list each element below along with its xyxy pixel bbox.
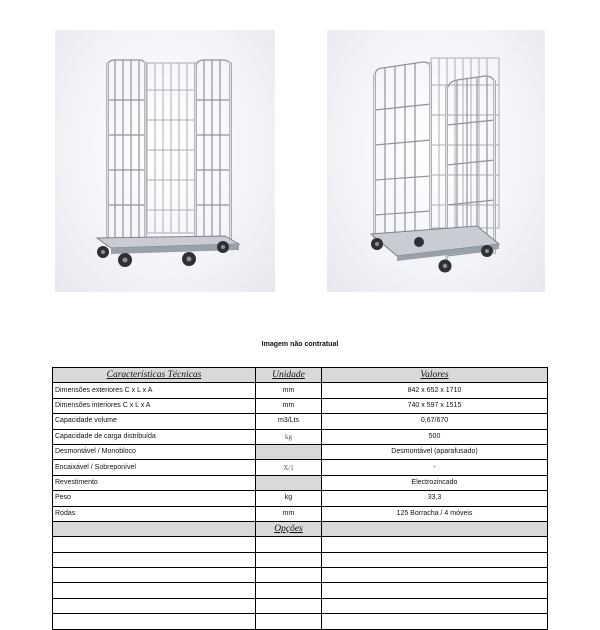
option-cell — [256, 598, 322, 613]
row-label: Encaixável / Sobreponível — [53, 460, 256, 475]
header-values: Valores — [322, 368, 548, 383]
specifications-table — [52, 367, 548, 630]
row-label: Rodas — [53, 506, 256, 521]
options-rows — [53, 537, 548, 629]
row-value: 125 Borracha / 4 móveis — [322, 506, 548, 521]
table-header-row — [53, 368, 548, 383]
option-cell — [322, 568, 548, 583]
row-value: 842 x 652 x 1710 — [322, 383, 548, 398]
table-row — [53, 429, 548, 444]
row-unit — [256, 444, 322, 459]
options-header-row — [53, 521, 548, 536]
option-cell — [322, 614, 548, 629]
option-cell — [256, 568, 322, 583]
table-row — [53, 414, 548, 429]
image-disclaimer: Imagem não contratual — [261, 341, 339, 348]
option-cell — [53, 598, 256, 613]
option-row — [53, 552, 548, 567]
row-unit: mm — [256, 506, 322, 521]
row-value: 0,67/670 — [322, 414, 548, 429]
option-cell — [256, 552, 322, 567]
table-row — [53, 460, 548, 475]
row-value: Electrozincado — [322, 475, 548, 490]
row-value: 500 — [322, 429, 548, 444]
option-cell — [322, 537, 548, 552]
option-cell — [256, 614, 322, 629]
row-value: 740 x 597 x 1515 — [322, 398, 548, 413]
table-row — [53, 398, 548, 413]
row-unit: kg — [256, 491, 322, 506]
row-value: - — [322, 460, 548, 475]
roll-cage-side-icon — [327, 30, 545, 292]
header-characteristics: Características Técnicas — [53, 368, 256, 383]
row-label: Peso — [53, 491, 256, 506]
option-cell — [322, 552, 548, 567]
row-unit: X/1 — [256, 460, 322, 475]
option-cell — [256, 583, 322, 598]
table-row — [53, 475, 548, 490]
row-label: Capacidade volume — [53, 414, 256, 429]
row-label: Revestimento — [53, 475, 256, 490]
table-row — [53, 444, 548, 459]
row-unit: mm — [256, 398, 322, 413]
options-spacer — [322, 521, 548, 536]
row-label: Dimensões exteriores C x L x A — [53, 383, 256, 398]
table-row — [53, 383, 548, 398]
row-value: 33,3 — [322, 491, 548, 506]
roll-cage-front-icon — [55, 30, 275, 292]
table-row — [53, 506, 548, 521]
option-cell — [53, 537, 256, 552]
row-unit — [256, 475, 322, 490]
option-row — [53, 537, 548, 552]
option-cell — [53, 568, 256, 583]
header-unit: Unidade — [256, 368, 322, 383]
row-unit: mm — [256, 383, 322, 398]
row-unit: kg — [256, 429, 322, 444]
option-row — [53, 583, 548, 598]
table-row — [53, 491, 548, 506]
product-image-front — [55, 30, 275, 292]
row-label: Desmontável / Monobloco — [53, 444, 256, 459]
row-unit: m3/Lts — [256, 414, 322, 429]
options-spacer — [53, 521, 256, 536]
option-cell — [53, 614, 256, 629]
row-label: Capacidade de carga distribuída — [53, 429, 256, 444]
option-cell — [53, 583, 256, 598]
product-image-side — [327, 30, 545, 292]
option-cell — [322, 598, 548, 613]
option-row — [53, 598, 548, 613]
options-title: Opções — [256, 521, 322, 536]
option-row — [53, 614, 548, 629]
option-cell — [53, 552, 256, 567]
option-cell — [322, 583, 548, 598]
row-label: Dimensões interiores C x L x A — [53, 398, 256, 413]
row-value: Desmontável (aparafusado) — [322, 444, 548, 459]
option-cell — [256, 537, 322, 552]
option-row — [53, 568, 548, 583]
